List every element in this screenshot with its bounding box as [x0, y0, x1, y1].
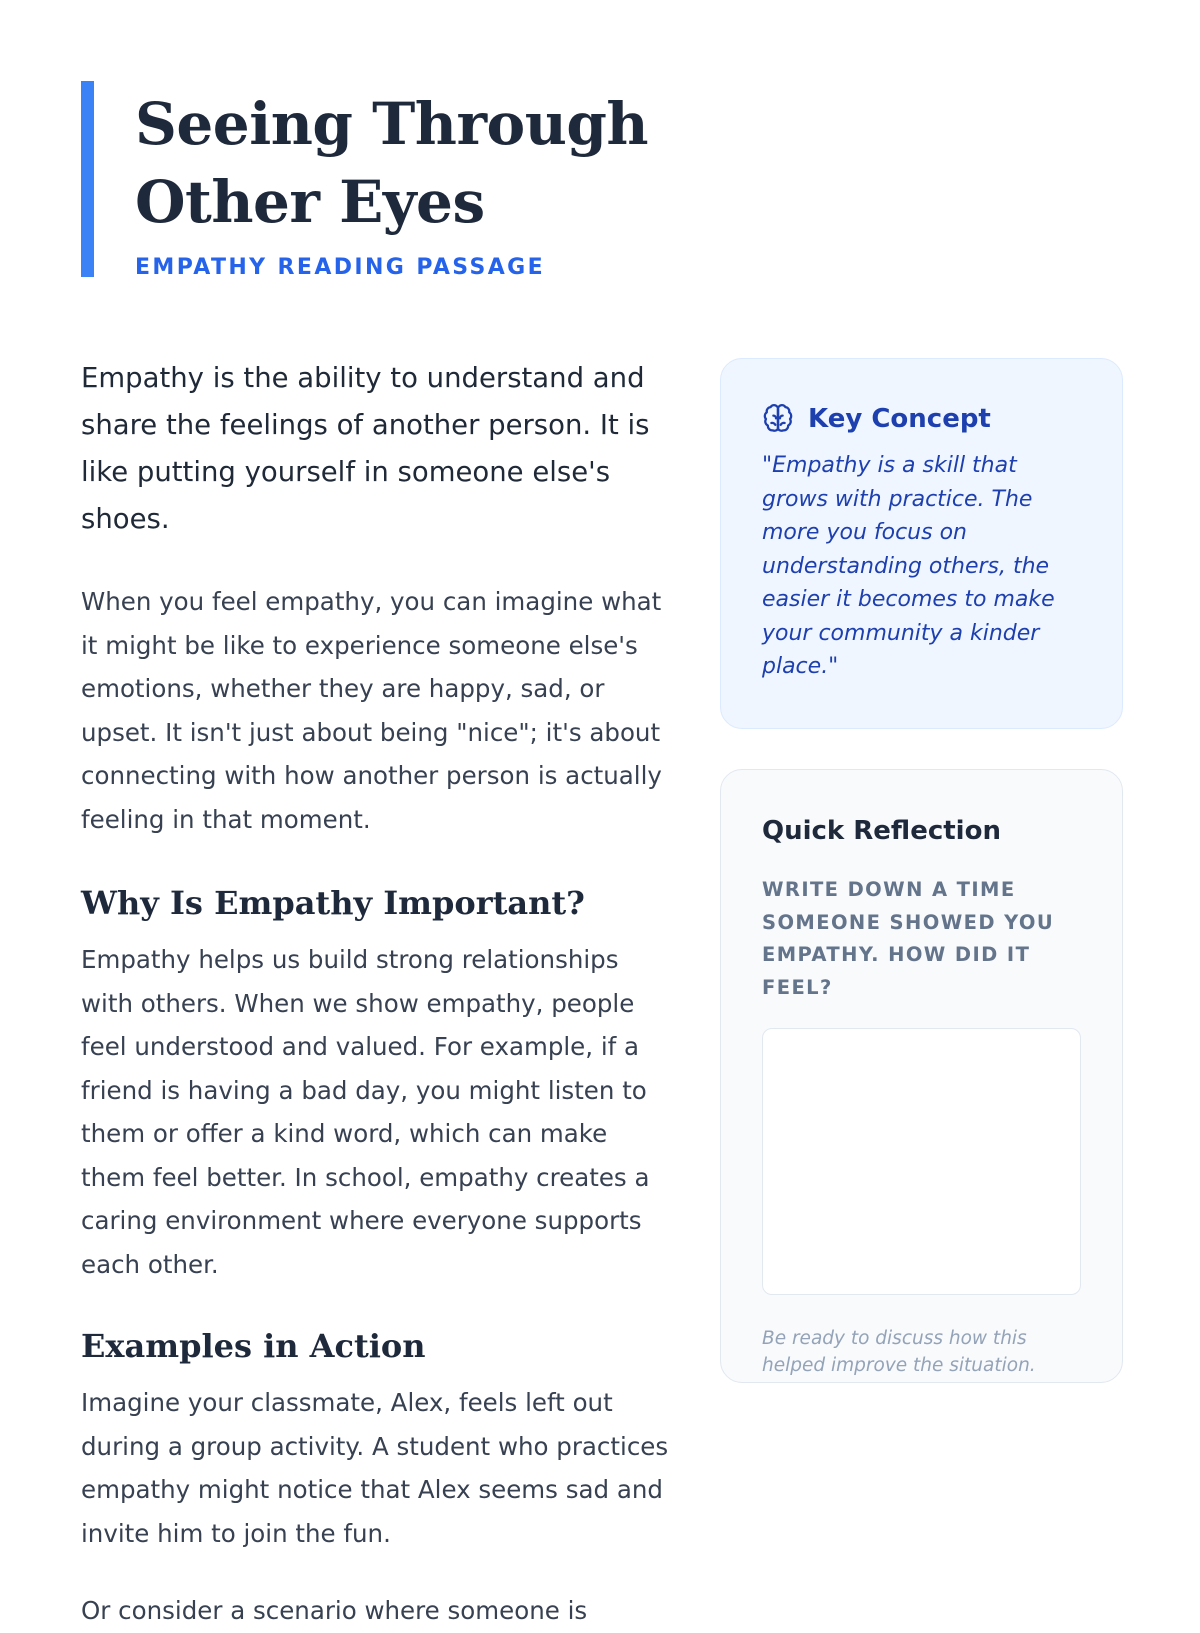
page-header [81, 81, 781, 280]
reflection-input[interactable] [762, 1028, 1081, 1295]
section-text-examples-continued: Or consider a scenario where someone is [81, 1596, 588, 1625]
quick-reflection-title: Quick Reflection [762, 816, 1001, 846]
brain-icon [762, 403, 794, 435]
page-title-line-1: Seeing Through [135, 90, 649, 158]
section-heading-examples: Examples in Action [81, 1327, 426, 1365]
quick-reflection-card [720, 769, 1123, 1383]
page-title-line-2: Other Eyes [135, 168, 485, 236]
section-heading-importance: Why Is Empathy Important? [81, 884, 585, 922]
page-title [135, 81, 781, 241]
lead-paragraph: Empathy is the ability to understand and share the feelings of another person. It is like putting yourself in someone else's shoes. [81, 362, 650, 535]
intro-paragraph: When you feel empathy, you can imagine what it might be like to experience someone else's emotions, whether they are happy, sad, or upset. It isn't just about being "nice"; it's about connecting with how another person is actually feeling in that moment. [81, 587, 662, 834]
section-text-examples: Imagine your classmate, Alex, feels left out during a group activity. A student who practices empathy might notice that Alex seems sad and invite him to join the fun. [81, 1388, 669, 1548]
page-subtitle: EMPATHY READING PASSAGE [135, 255, 546, 280]
section-text-importance: Empathy helps us build strong relationships with others. When we show empathy, people feel understood and valued. For example, if a friend is having a bad day, you might listen to them or offer a kind word, which can make them feel better. In school, empathy creates a caring environment where everyone supports each other. [81, 945, 650, 1279]
key-concept-title: Key Concept [808, 404, 991, 434]
quick-reflection-prompt: WRITE DOWN A TIME SOMEONE SHOWED YOU EMPATHY. HOW DID IT FEEL? [762, 878, 1055, 999]
quick-reflection-note: Be ready to discuss how this helped improve the situation. [762, 1328, 1036, 1376]
key-concept-quote: "Empathy is a skill that grows with practice. The more you focus on understanding others, the easier it becomes to make your community a kinder place." [762, 453, 1055, 679]
passage-content [81, 355, 671, 1633]
key-concept-header [762, 401, 1082, 437]
key-concept-card [720, 358, 1123, 729]
